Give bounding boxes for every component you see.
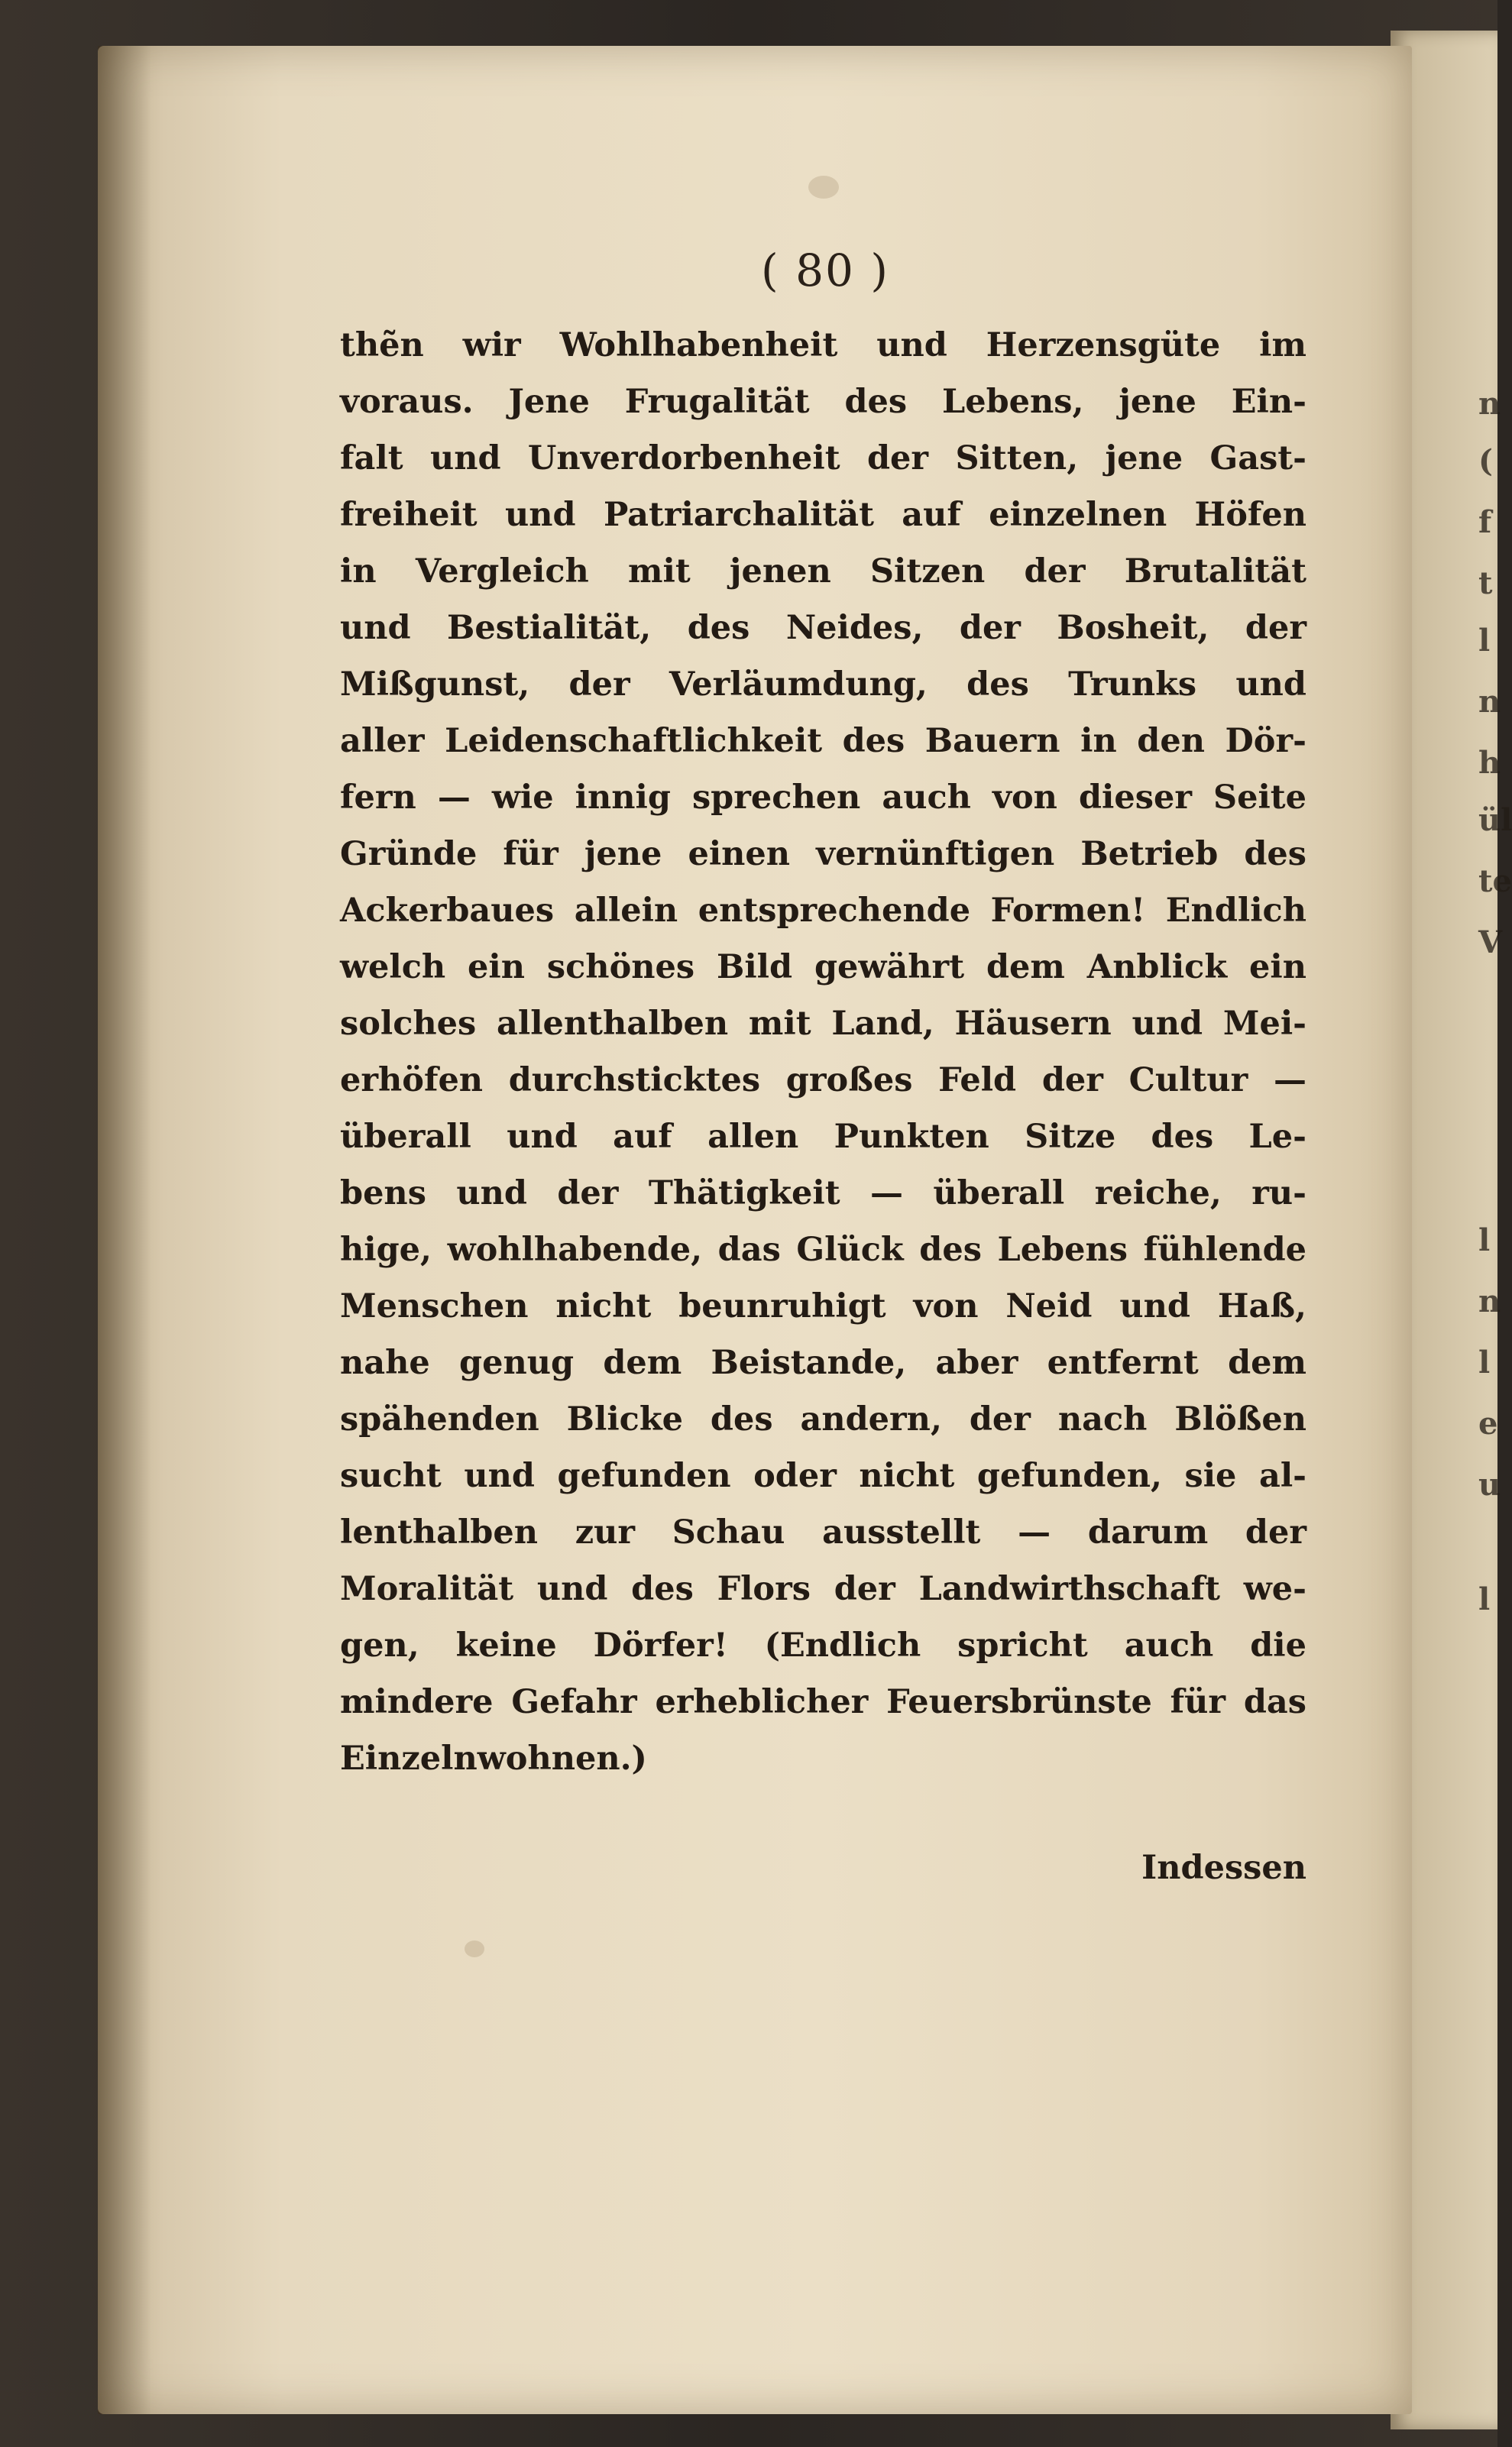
adjacent-letter: n [1478,386,1501,422]
adjacent-letter: l [1478,623,1491,659]
adjacent-letter: n [1478,1283,1501,1319]
adjacent-letter: t [1478,565,1493,601]
text-line: fern — wie innig sprechen auch von dieser Seite [340,778,1306,817]
adjacent-letter: te [1478,863,1512,899]
paper-stain [808,176,839,199]
adjacent-letter: f [1478,504,1492,540]
text-line: freiheit und Patriarchalität auf einzelnen Höfen [340,496,1306,534]
text-line: nahe genug dem Beistande, aber entfernt dem [340,1344,1306,1382]
text-line: Gründe für jene einen vernünftigen Betrieb des [340,835,1306,873]
text-line: erhöfen durchsticktes großes Feld der Cultur — [340,1061,1306,1099]
text-line: gen, keine Dörfer! (Endlich spricht auch die [340,1626,1306,1665]
text-line: Ackerbaues allein entsprechende Formen! Endlich [340,892,1306,930]
adjacent-letter: u [1478,1467,1501,1503]
text-line: aller Leidenschaftlichkeit des Bauern in den Dör- [340,722,1306,760]
text-line: Einzelnwohnen.) [340,1740,647,1778]
text-line: mindere Gefahr erheblicher Feuersbrünste für das [340,1683,1306,1721]
text-line: Mißgunst, der Verläumdung, des Trunks und [340,665,1306,704]
adjacent-letter: ( [1478,443,1493,479]
text-line: überall und auf allen Punkten Sitze des Le- [340,1118,1306,1156]
text-line: sucht und gefunden oder nicht gefunden, sie al- [340,1457,1306,1495]
adjacent-letter: l [1478,1581,1491,1617]
text-line: voraus. Jene Frugalität des Lebens, jene Ein- [340,383,1306,421]
text-line: Moralität und des Flors der Landwirthschaft we- [340,1570,1306,1608]
adjacent-letter: l [1478,1345,1491,1380]
page-number: ( 80 ) [761,244,889,296]
text-line: thẽn wir Wohlhabenheit und Herzensgüte im [340,326,1306,364]
text-line: solches allenthalben mit Land, Häusern und Mei- [340,1005,1306,1043]
body-text [340,317,1306,1787]
text-line: in Vergleich mit jenen Sitzen der Brutalität [340,552,1306,591]
adjacent-letter: l [1478,1222,1491,1258]
text-line: bens und der Thätigkeit — überall reiche, ru- [340,1174,1306,1212]
text-line: spähenden Blicke des andern, der nach Blößen [340,1400,1306,1439]
text-line: welch ein schönes Bild gewährt dem Anblick ein [340,948,1306,986]
paper-stain [465,1940,484,1957]
text-line: Menschen nicht beunruhigt von Neid und Haß, [340,1287,1306,1325]
text-line: hige, wohlhabende, das Glück des Lebens fühlende [340,1231,1306,1269]
adjacent-letter: ül [1478,802,1512,838]
adjacent-letter: V [1478,924,1503,960]
adjacent-letter: n [1478,684,1501,720]
adjacent-letter: h [1478,745,1501,781]
catchword: Indessen [1141,1849,1306,1887]
text-line: lenthalben zur Schau ausstellt — darum der [340,1513,1306,1552]
text-line: falt und Unverdorbenheit der Sitten, jene Gast- [340,439,1306,477]
text-line: und Bestialität, des Neides, der Bosheit, der [340,609,1306,647]
adjacent-letter: e [1478,1406,1498,1442]
